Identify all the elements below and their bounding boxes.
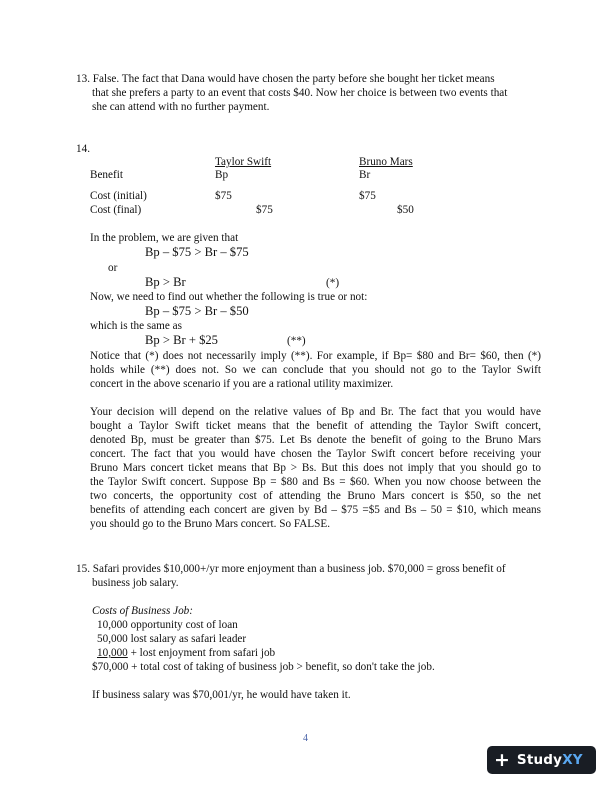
plus-icon: + bbox=[494, 749, 510, 771]
q15-line-2: business job salary. bbox=[92, 577, 179, 589]
q13-line-3: she can attend with no further payment. bbox=[92, 101, 270, 113]
q14-or: or bbox=[108, 262, 118, 274]
q14-para2-line: Your decision will depend on the relative values of Bp and Br. The fact that you would have bbox=[90, 406, 541, 418]
logo-word-study: Study bbox=[516, 752, 563, 768]
q14-equation-4-tag: (**) bbox=[287, 335, 306, 347]
table-row-cost-initial-label: Cost (initial) bbox=[90, 190, 147, 202]
q15-final: If business salary was $70,001/yr, he would have taken it. bbox=[92, 689, 351, 701]
q14-given-intro: In the problem, we are given that bbox=[90, 232, 239, 244]
q14-para1-line: holds while (**) does not. So we can conclude that you should not go to the Taylor Swift bbox=[90, 364, 541, 376]
logo-wordmark bbox=[517, 752, 583, 768]
table-benefit-taylor-swift: Bp bbox=[215, 169, 229, 181]
q14-para2-line: denoted Bp, must be greater than $75. Let Bs denote the benefit of going to the Bruno Mars bbox=[90, 434, 541, 446]
q14-para2-line: bought a Taylor Swift ticket means that the benefit of attending the Taylor Swift concert, bbox=[90, 420, 541, 432]
q14-find-intro: Now, we need to find out whether the following is true or not: bbox=[90, 291, 368, 303]
q15-cost-3 bbox=[97, 646, 275, 660]
q14-equation-1: Bp – $75 > Br – $75 bbox=[145, 245, 249, 259]
table-benefit-bruno-mars: Br bbox=[359, 169, 371, 181]
q14-equation-3: Bp – $75 > Br – $50 bbox=[145, 304, 249, 318]
q14-equation-2: Bp > Br bbox=[145, 275, 186, 289]
table-cost-initial-taylor-swift: $75 bbox=[215, 190, 232, 202]
logo-word-xy: XY bbox=[562, 752, 583, 768]
q14-para1-line: concert in the above scenario if you are a rational utility maximizer. bbox=[90, 378, 394, 390]
q13-line-1: 13. False. The fact that Dana would have chosen the party before she bought her ticket means bbox=[76, 73, 495, 85]
table-cost-initial-bruno-mars: $75 bbox=[359, 190, 376, 202]
q14-para2-line: Bruno Mars concert ticket means that Bp > Bs. But this does not imply that you should go to bbox=[90, 462, 541, 474]
q15-line-1: 15. Safari provides $10,000+/yr more enjoyment than a business job. $70,000 = gross benefit of bbox=[76, 563, 506, 575]
q15-cost-1: 10,000 opportunity cost of loan bbox=[97, 619, 238, 631]
table-cost-final-bruno-mars: $50 bbox=[397, 204, 414, 216]
q15-conclusion: $70,000 + total cost of taking of business job > benefit, so don't take the job. bbox=[92, 661, 435, 673]
studyxy-logo bbox=[487, 746, 596, 774]
q14-same-as: which is the same as bbox=[90, 320, 182, 332]
table-header-taylor-swift: Taylor Swift bbox=[215, 156, 272, 168]
q14-equation-4: Bp > Br + $25 bbox=[145, 333, 218, 347]
q14-para1-line: Notice that (*) does not necessarily imply (**). For example, if Bp= $80 and Br= $60, then (*) bbox=[90, 350, 541, 362]
table-cost-final-taylor-swift: $75 bbox=[256, 204, 273, 216]
q15-cost-2: 50,000 lost salary as safari leader bbox=[97, 633, 247, 645]
q14-para2-line: you should go to the Bruno Mars concert. So FALSE. bbox=[90, 518, 330, 530]
q14-para2-line: concert. The fact that you would have chosen the Taylor Swift concert before receiving your bbox=[90, 448, 541, 460]
table-row-benefit-label: Benefit bbox=[90, 169, 123, 181]
q14-para2-line: two concerts, the opportunity cost of attending the Bruno Mars concert is $50, so the net bbox=[90, 490, 541, 502]
table-header-bruno-mars: Bruno Mars bbox=[359, 156, 413, 168]
q14-para2-line: benefits of attending each concert are given by Bd – $75 =$5 and Bs – 50 = $10, which means bbox=[90, 504, 541, 516]
q13-line-2: that she prefers a party to an event that costs $40. Now her choice is between two events that bbox=[92, 87, 508, 99]
q15-cost-3-amount: 10,000 bbox=[97, 647, 128, 659]
q14-number: 14. bbox=[76, 143, 90, 155]
page-number: 4 bbox=[303, 733, 308, 744]
q14-para2-line: the Taylor Swift concert. Suppose Bp = $80 and Bs = $60. When you now choose between the bbox=[90, 476, 541, 488]
q14-equation-2-tag: (*) bbox=[326, 277, 340, 289]
table-row-cost-final-label: Cost (final) bbox=[90, 204, 142, 216]
q15-costs-heading: Costs of Business Job: bbox=[92, 605, 193, 617]
q15-cost-3-text: + lost enjoyment from safari job bbox=[127, 647, 276, 659]
